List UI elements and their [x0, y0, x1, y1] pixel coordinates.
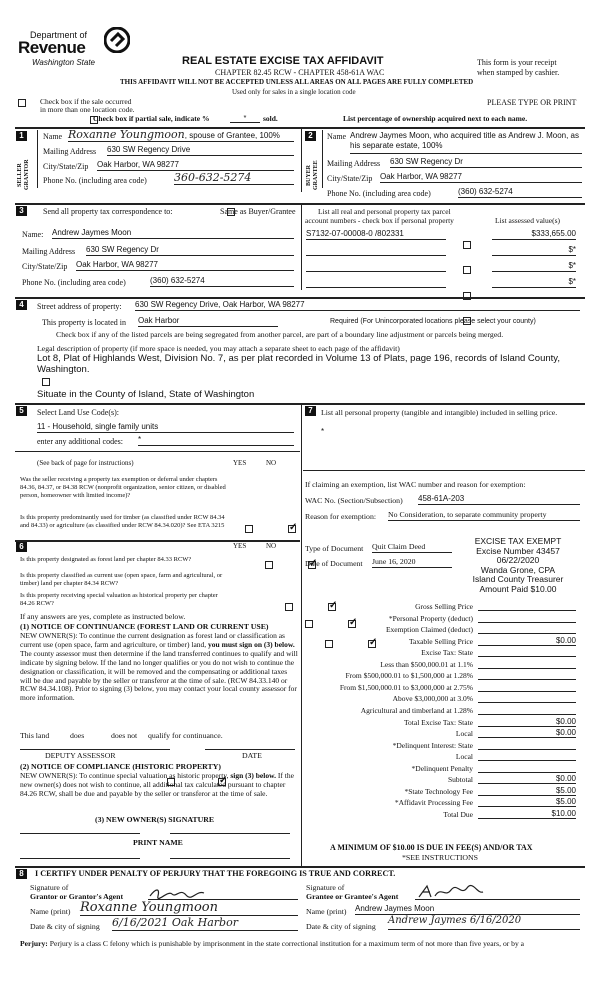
stamp-line: 06/22/2020 — [496, 555, 540, 565]
reason-value[interactable]: No Consideration, to separate community property — [388, 510, 580, 521]
tax-row-label: *Affidavit Processing Fee — [394, 798, 473, 808]
assessed-value[interactable]: $* — [492, 261, 576, 272]
reason-label: Reason for exemption: — [305, 512, 377, 521]
please-type: PLEASE TYPE OR PRINT — [487, 98, 577, 107]
seller-phone-value[interactable]: 360-632-5274 — [174, 171, 294, 185]
parcel-number[interactable] — [306, 277, 446, 288]
grantee-date-label: Date & city of signing — [306, 922, 376, 931]
notice2-body-a: NEW OWNER(S): To continue special valuation as historic property, — [20, 771, 229, 780]
notice2-title: (2) NOTICE OF COMPLIANCE (HISTORIC PROPERTY) — [20, 762, 221, 771]
grantor-date-value[interactable]: 6/16/2021 Oak Harbor — [112, 916, 298, 931]
notice1-body-a: NEW OWNER(S): To continue the current designation as forest land or classification as current use (open space, farm and agriculture, or timber) land, — [20, 631, 285, 649]
located-value[interactable]: Oak Harbor — [138, 316, 278, 327]
parcel-number[interactable] — [306, 245, 446, 256]
see-back: (See back of page for instructions) — [37, 459, 134, 467]
tax-row-value[interactable]: $0.00 — [478, 636, 576, 646]
buyer-city-label: City/State/Zip — [327, 174, 373, 183]
this-land-label: This land — [20, 731, 50, 740]
section-5-number: 5 — [16, 406, 27, 416]
doc-date-label: Date of Document — [305, 559, 363, 568]
tax-row-value[interactable] — [478, 613, 576, 623]
tax-row-value[interactable] — [478, 751, 576, 761]
located-label: This property is located in — [42, 318, 126, 327]
tax-row-value[interactable] — [478, 624, 576, 634]
segregated-label: Check box if any of the listed parcels are being segregated from another parcel, are part of a boundary line adjustment or parcels being merged. — [56, 330, 504, 339]
notice1-body-bold: you must sign on (3) below. — [208, 639, 295, 649]
deputy-assessor-label: DEPUTY ASSESSOR — [45, 751, 116, 760]
stamp-line: Excise Number 43457 — [476, 545, 560, 556]
excise-exempt-stamp — [458, 537, 578, 594]
tax-row-label: *Personal Property (deduct) — [388, 613, 473, 623]
same-as-buyer-label: Same as Buyer/Grantee — [220, 207, 296, 216]
grantee-signature[interactable] — [415, 884, 580, 900]
section-6-number: 6 — [16, 542, 27, 552]
if-any-yes: If any answers are yes, complete as instructed below. — [20, 612, 186, 621]
notice1-body — [20, 632, 298, 703]
grantor-signature-mark — [148, 886, 208, 900]
tax-row-value[interactable] — [478, 682, 576, 692]
legal-value[interactable]: Lot 8, Plat of Highlands West, Division No. 7, as per plat recorded in Volume 13 of Plats, page 196, records of Island County, Washington. — [37, 353, 560, 375]
tax-row-label: Taxable Selling Price — [408, 636, 473, 646]
perjury-label: Perjury: — [20, 939, 48, 948]
grantee-sig-label-1: Signature of — [306, 883, 345, 892]
s5-question-1: Was the seller receiving a property tax exemption or deferral under chapters 84.36, 84.37, or 84.38 RCW (nonprofit organization, senior citizen, or disabled person, homeowner with limited income)? — [20, 476, 226, 499]
s3-phone-label: Phone No. (including area code) — [22, 278, 126, 287]
tax-row-label: Excise Tax: State — [421, 648, 473, 658]
grantee-sig-label-2: Grantee or Grantee's Agent — [306, 892, 399, 901]
tax-row-value[interactable]: $5.00 — [478, 797, 576, 807]
form-warning: THIS AFFIDAVIT WILL NOT BE ACCEPTED UNLESS ALL AREAS ON ALL PAGES ARE FULLY COMPLETED — [120, 78, 474, 86]
tax-row-value[interactable]: $0.00 — [478, 728, 576, 738]
additional-codes-value[interactable]: * — [138, 435, 294, 446]
tax-row-value[interactable] — [478, 693, 576, 703]
partial-sale-pct[interactable]: * — [230, 113, 260, 123]
tax-row-label: *Delinquent Penalty — [411, 763, 473, 773]
tax-row-label: Agricultural and timberland at 1.28% — [360, 705, 473, 715]
exemption-claim-label: If claiming an exemption, list WAC number and reason for exemption: — [305, 480, 526, 489]
land-use-value[interactable]: 11 - Household, single family units — [37, 422, 294, 433]
parcel-number[interactable]: S7132-07-00008-0 /802331 — [306, 229, 446, 240]
land-does-label: does — [70, 731, 85, 740]
s5-q2-yes-checkbox[interactable] — [265, 561, 273, 569]
situate-text: Situate in the County of Island, State of Washington — [37, 389, 255, 400]
tax-row-value[interactable] — [478, 705, 576, 715]
assessed-value[interactable]: $* — [492, 277, 576, 288]
tax-row-label: Exemption Claimed (deduct) — [385, 625, 473, 635]
additional-codes-label: enter any additional codes: — [37, 437, 123, 446]
s5-question-2: Is this property predominantly used for timber (as classified under RCW 84.34 and 84.33) or agriculture (as classified under RCW 84.34.020)? See ETA 3215 — [20, 514, 225, 529]
s6-question-2: Is this property classified as current use (open space, farm and agricultural, or timber) land per chapter 84.34 RCW? — [20, 572, 223, 587]
grantor-sig-label-2: Grantor or Grantor's Agent — [30, 892, 124, 901]
dept-line1: Department of — [30, 30, 88, 40]
seller-phone-label: Phone No. (including area code) — [43, 176, 147, 185]
stamp-line: Amount Paid $10.00 — [479, 583, 557, 594]
grantee-date-value[interactable]: Andrew Jaymes 6/16/2020 — [388, 915, 580, 930]
s5-yes-header: YES — [233, 459, 247, 467]
form-chapter: CHAPTER 82.45 RCW - CHAPTER 458-61A WAC — [215, 68, 385, 77]
personal-property-checkbox[interactable] — [463, 266, 471, 274]
single-location-note: Used only for sales in a single location code — [232, 88, 356, 96]
grantor-signature[interactable] — [148, 886, 298, 900]
land-use-label: Select Land Use Code(s): — [37, 408, 119, 417]
land-does-not-label: does not — [111, 731, 138, 740]
personal-property-label: List all personal property (tangible and intangible) included in selling price. — [321, 408, 558, 417]
section-1-number: 1 — [16, 131, 27, 141]
stamp-line: Wanda Grone, CPA — [480, 564, 556, 575]
grantor-sig-label-1: Signature of — [30, 883, 69, 892]
tax-row-label: From $1,500,000.01 to $3,000,000 at 2.75% — [339, 682, 473, 692]
s6-no-header: NO — [266, 542, 277, 550]
multi-location-checkbox[interactable] — [18, 99, 26, 107]
buyer-mailing-label: Mailing Address — [327, 159, 381, 168]
tax-row-value[interactable]: $0.00 — [478, 774, 576, 784]
notice2-body-b: If the new owner(s) does not wish to continue, all additional tax calculated pursuant to chapter 84.26 RCW, shall be due and payable by the seller or transferor at the time of sale. — [20, 771, 294, 798]
section-4-number: 4 — [16, 300, 27, 310]
deputy-date-label: DATE — [242, 751, 262, 760]
s6-yes-header: YES — [233, 542, 247, 550]
minimum-due-note: A MINIMUM OF $10.00 IS DUE IN FEE(S) AND/OR TAX — [330, 843, 533, 852]
seller-mailing-label: Mailing Address — [43, 147, 97, 156]
section-7-number: 7 — [305, 406, 316, 416]
grantor-name-label: Name (print) — [30, 907, 71, 916]
tax-row-value[interactable] — [478, 601, 576, 611]
new-owner-signature-label: (3) NEW OWNER(S) SIGNATURE — [95, 815, 215, 824]
personal-property-value[interactable]: * — [321, 427, 325, 436]
tax-row-value[interactable] — [478, 670, 576, 680]
personal-property-checkbox[interactable] — [463, 241, 471, 249]
tax-row-value[interactable] — [478, 647, 576, 657]
see-instructions: *SEE INSTRUCTIONS — [402, 853, 479, 862]
notice1-body-b: The county assessor must then determine if the land transferred continues to qualify and will indicate by signing below. If the land no longer qualifies or you do not wish to continue the designation or classification, it will be removed and the compensating or additional taxes will be due and payable by the seller or transferor at the time of sale. (RCW 84.33.140 or RCW 84.34.108). Prior to signing (3) below, you may contact your local county assessor for more information. — [20, 648, 298, 703]
grantor-date-label: Date & city of signing — [30, 922, 100, 931]
seller-name-suffix: , spouse of Grantee, 100% — [184, 131, 280, 140]
dept-logo-icon — [104, 27, 130, 53]
s5-q1-yes-checkbox[interactable] — [245, 525, 253, 533]
s3-phone-value[interactable]: (360) 632-5274 — [150, 276, 294, 287]
ownership-note: List percentage of ownership acquired next to each name. — [343, 114, 528, 123]
buyer-name-value[interactable]: Andrew Jaymes Moon, who acquired title as Andrew J. Moon, as his separate estate, 100% — [350, 131, 579, 150]
tax-row-label: Gross Selling Price — [415, 602, 473, 611]
tax-row-label: Total Excise Tax: State — [403, 717, 473, 727]
grantee-signature-mark — [415, 884, 485, 900]
s3-name-value[interactable]: Andrew Jaymes Moon — [52, 228, 294, 239]
send-correspondence-label: Send all property tax correspondence to: — [43, 207, 173, 216]
tax-row-label: Local — [455, 752, 473, 762]
form-title: REAL ESTATE EXCISE TAX AFFIDAVIT — [182, 55, 384, 67]
parcel-header-1: List all real and personal property tax parcel — [318, 207, 451, 216]
print-name-label: PRINT NAME — [133, 838, 183, 847]
dept-state: Washington State — [32, 58, 96, 67]
tax-row-value[interactable]: $10.00 — [478, 809, 576, 819]
wac-value[interactable]: 458-61A-203 — [418, 494, 580, 505]
s3-name-label: Name: — [22, 230, 44, 239]
receipt-note-1: This form is your receipt — [477, 58, 557, 67]
section-8-number: 8 — [16, 869, 27, 879]
s3-city-value[interactable]: Oak Harbor, WA 98277 — [76, 260, 294, 271]
perjury-notice — [20, 939, 585, 948]
multi-location-label-1: Check box if the sale occurred — [40, 97, 132, 106]
tax-row-value[interactable] — [478, 740, 576, 750]
s3-city-label: City/State/Zip — [22, 262, 68, 271]
notice2-body-bold: sign (3) below. — [230, 771, 276, 780]
section-2-number: 2 — [305, 131, 316, 141]
doc-date-value[interactable]: June 16, 2020 — [372, 557, 452, 568]
s3-mailing-value[interactable]: 630 SW Regency Dr — [86, 245, 294, 256]
wac-label: WAC No. (Section/Subsection) — [305, 496, 403, 505]
grantee-name-label: Name (print) — [306, 907, 347, 916]
grantee-name-value[interactable]: Andrew Jaymes Moon — [355, 904, 580, 915]
tax-row-label: Local — [455, 729, 473, 739]
tax-row-value[interactable]: $5.00 — [478, 786, 576, 796]
dept-logo-text: Revenue — [18, 38, 86, 57]
tax-row-value[interactable] — [478, 659, 576, 669]
s6-question-1: Is this property designated as forest land per chapter 84.33 RCW? — [20, 556, 192, 563]
doc-type-value[interactable]: Quit Claim Deed — [372, 542, 452, 553]
seller-mailing-value[interactable]: 630 SW Regency Drive — [107, 145, 294, 156]
tax-row-label: *Delinquent Interest: State — [392, 740, 473, 750]
tax-row-label: Subtotal — [447, 775, 473, 785]
notice1-title: (1) NOTICE OF CONTINUANCE (FOREST LAND OR CURRENT USE) — [20, 622, 269, 631]
tax-row-label: From $500,000.01 to $1,500,000 at 1.28% — [345, 671, 473, 681]
tax-row-label: *State Technology Fee — [404, 786, 473, 796]
parcel-header-2: account numbers - check box if personal property — [305, 216, 454, 225]
notice2-body — [20, 772, 298, 799]
buyer-phone-label: Phone No. (including area code) — [327, 189, 431, 198]
s6-q1-yes-checkbox[interactable] — [285, 603, 293, 611]
assessed-header: List assessed value(s) — [495, 216, 560, 225]
street-value[interactable]: 630 SW Regency Drive, Oak Harbor, WA 98277 — [135, 300, 580, 311]
stamp-line: EXCISE TAX EXEMPT — [474, 536, 562, 546]
buyer-side-label: BUYER GRANTEE — [306, 160, 319, 190]
seller-name-field[interactable] — [68, 128, 294, 142]
seller-name-value: Roxanne Youngmoon — [68, 128, 185, 141]
s3-mailing-label: Mailing Address — [22, 247, 76, 256]
seller-side-label: SELLER GRANTOR — [17, 159, 30, 190]
stamp-line: Island County Treasurer — [472, 574, 564, 584]
buyer-mailing-value[interactable]: 630 SW Regency Dr — [390, 157, 582, 168]
tax-row-value[interactable]: $0.00 — [478, 717, 576, 727]
qualify-label: qualify for continuance. — [148, 731, 223, 740]
grantor-name-value[interactable]: Roxanne Youngmoon — [80, 900, 298, 916]
seller-city-label: City/State/Zip — [43, 162, 89, 171]
doc-type-label: Type of Document — [305, 544, 364, 553]
assessed-value[interactable]: $* — [492, 245, 576, 256]
assessed-value[interactable]: $333,655.00 — [492, 229, 576, 240]
s5-q1-no-checkbox[interactable] — [288, 525, 296, 533]
seller-city-value[interactable]: Oak Harbor, WA 98277 — [97, 160, 294, 171]
tax-row-label: Less than $500,000.01 at 1.1% — [380, 659, 473, 669]
tax-row-value[interactable] — [478, 763, 576, 773]
buyer-name-label: Name — [327, 132, 347, 141]
partial-sale-label: Check box if partial sale, indicate % — [93, 114, 210, 123]
s5-no-header: NO — [266, 459, 277, 467]
section-3-number: 3 — [16, 206, 27, 216]
parcel-number[interactable] — [306, 261, 446, 272]
required-note: Required (For Unincorporated locations please select your county) — [330, 318, 536, 325]
tax-row-label: Above $3,000,000 at 3.0% — [392, 694, 473, 704]
s6-question-3: Is this property receiving special valuation as historical property per chapter 84.26 RCW? — [20, 592, 218, 607]
street-label: Street address of property: — [37, 302, 122, 311]
segregated-checkbox[interactable] — [42, 378, 50, 386]
seller-name-label: Name — [43, 132, 63, 141]
certify-statement: I CERTIFY UNDER PENALTY OF PERJURY THAT THE FOREGOING IS TRUE AND CORRECT. — [35, 869, 396, 878]
multi-location-label-2: in more than one location code. — [40, 105, 135, 114]
buyer-phone-value[interactable]: (360) 632-5274 — [458, 187, 582, 198]
partial-sale-sold: sold. — [263, 114, 278, 123]
legal-label: Legal description of property (if more space is needed, you may attach a separate sheet to each page of the affidavit) — [37, 344, 400, 353]
tax-row-label: Total Due — [443, 809, 473, 819]
perjury-text: Perjury is a class C felony which is punishable by imprisonment in the state correctional institution for a maximum term of not more than five years, or by a — [49, 939, 525, 948]
receipt-note-2: when stamped by cashier. — [477, 68, 560, 77]
buyer-city-value[interactable]: Oak Harbor, WA 98277 — [380, 172, 582, 183]
